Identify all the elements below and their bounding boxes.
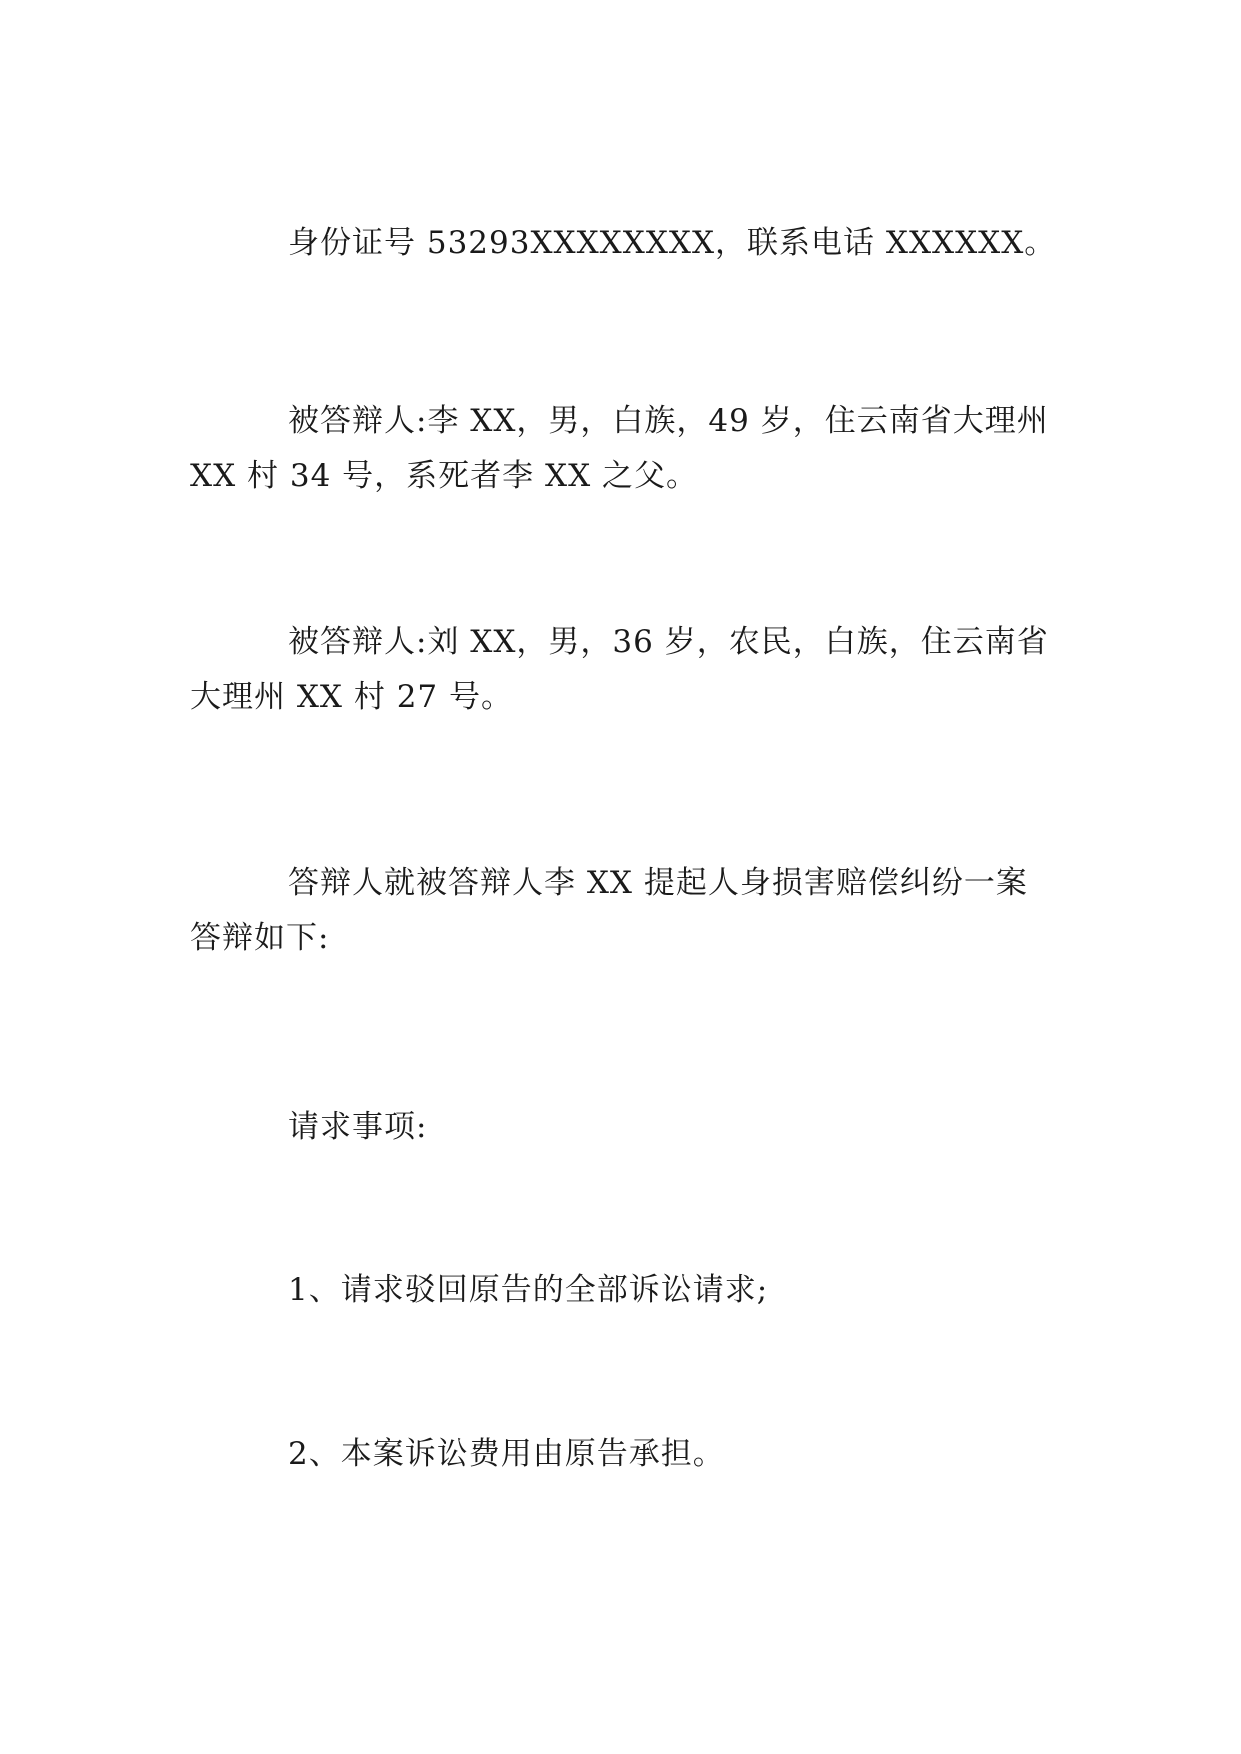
paragraph-defense-intro [190,856,1060,966]
paragraph-line: 被答辩人:刘 XX，男，36 岁，农民，白族，住云南省 [288,624,1049,660]
paragraph-claim-2 [190,1427,1060,1482]
paragraph-line: 2、本案诉讼费用由原告承担。 [288,1436,725,1472]
paragraph-claim-1 [190,1263,1060,1318]
paragraph-respondent-liu [190,615,1060,725]
paragraph-respondent-li [190,394,1060,504]
paragraph-id-contact [190,216,1060,271]
paragraph-line: 被答辩人:李 XX，男，白族，49 岁，住云南省大理州 [288,403,1049,439]
paragraph-line: 答辩人就被答辩人李 XX 提起人身损害赔偿纠纷一案 [288,865,1028,901]
paragraph-line: 身份证号 53293XXXXXXXX，联系电话 XXXXXX。 [288,225,1057,261]
paragraph-line: XX 村 34 号，系死者李 XX 之父。 [190,458,698,494]
paragraph-claims-heading [190,1100,1060,1155]
paragraph-line: 1、请求驳回原告的全部诉讼请求; [288,1272,769,1308]
paragraph-line: 答辩如下: [190,920,330,956]
paragraph-line: 大理州 XX 村 27 号。 [190,679,514,715]
paragraph-line: 请求事项: [288,1109,428,1145]
